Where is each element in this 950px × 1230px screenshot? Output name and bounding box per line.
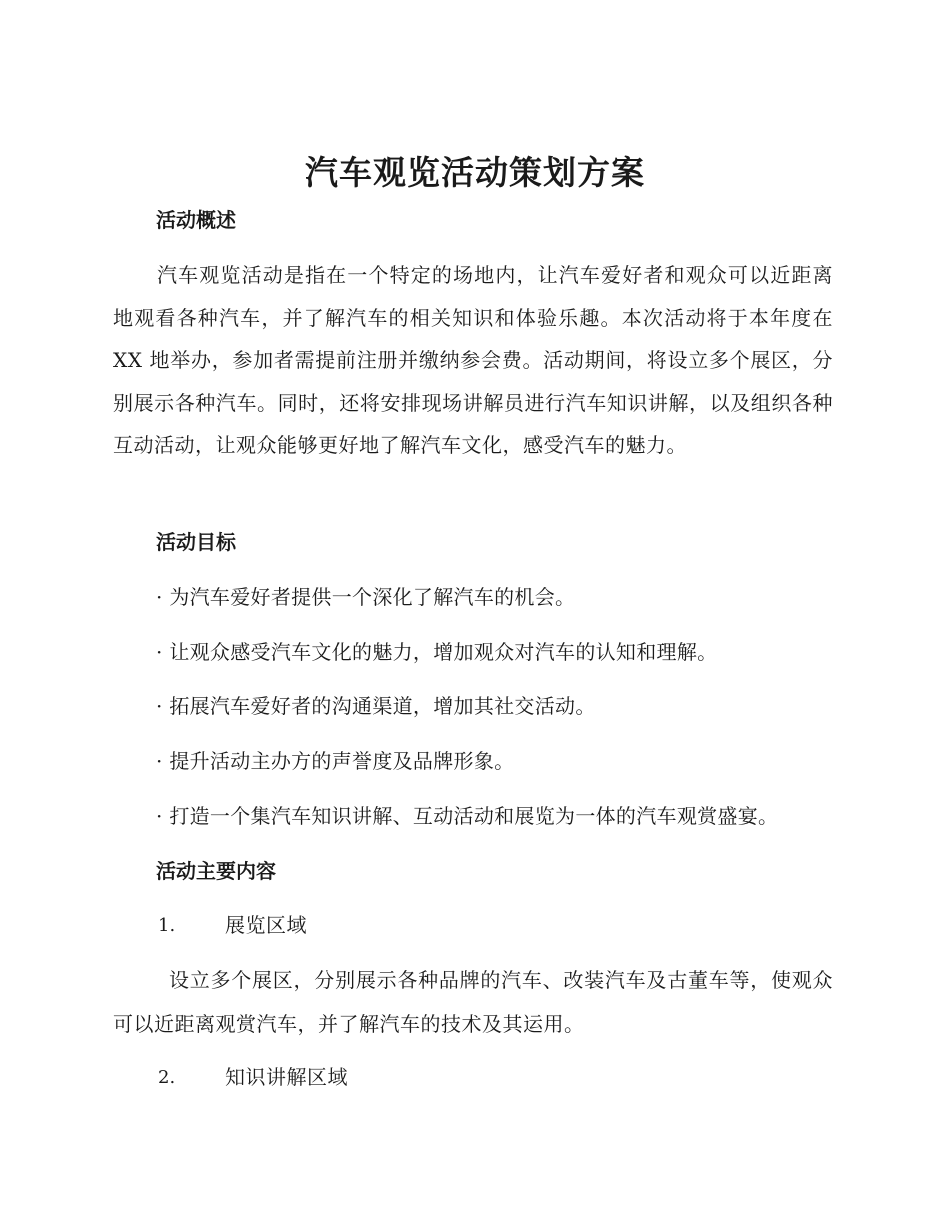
content-item-number: 2. <box>158 1067 176 1088</box>
section-heading-overview: 活动概述 <box>156 208 236 232</box>
section-heading-content: 活动主要内容 <box>156 859 276 883</box>
content-item-number: 1. <box>158 915 176 936</box>
content-item-label: 知识讲解区域 <box>225 1065 348 1089</box>
section-heading-goals: 活动目标 <box>156 530 236 554</box>
goal-list-item: · 打造一个集汽车知识讲解、互动活动和展览为一体的汽车观赏盛宴。 <box>156 804 779 828</box>
overview-paragraph: 汽车观览活动是指在一个特定的场地内，让汽车爱好者和观众可以近距离地观看各种汽车，并了解汽车的相关知识和体验乐趣。本次活动将于本年度在 XX 地举办，参加者需提前注册并缴纳参会费。活动期间，将设立多个展区，分别展示各种汽车。同时，还将安排现场讲解员进行汽车知识讲解，以及组织各种互动活动，让观众能够更好地了解汽车文化，感受汽车的魅力。 <box>113 263 833 458</box>
goal-list-item: · 让观众感受汽车文化的魅力，增加观众对汽车的认知和理解。 <box>156 640 718 664</box>
content-item-label: 展览区域 <box>225 913 307 937</box>
exhibition-area-paragraph: 设立多个展区，分别展示各种品牌的汽车、改装汽车及古董车等，使观众可以近距离观赏汽车，并了解汽车的技术及其运用。 <box>113 968 833 1036</box>
goal-list-item: · 拓展汽车爱好者的沟通渠道，增加其社交活动。 <box>156 694 596 718</box>
document-title: 汽车观览活动策划方案 <box>305 153 645 192</box>
goal-list-item: · 为汽车爱好者提供一个深化了解汽车的机会。 <box>156 585 576 609</box>
goal-list-item: · 提升活动主办方的声誉度及品牌形象。 <box>156 749 515 773</box>
